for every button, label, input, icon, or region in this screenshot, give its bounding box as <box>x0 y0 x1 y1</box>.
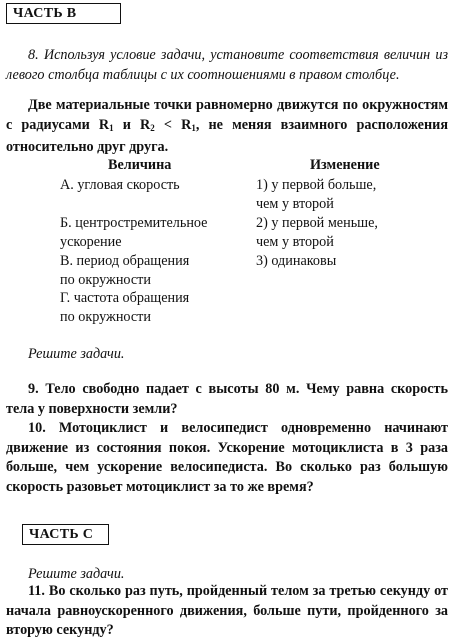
table-header-right: Изменение <box>310 157 380 173</box>
part-b-solve-label: Решите задачи. <box>28 346 125 362</box>
part-c-solve-label: Решите задачи. <box>28 566 125 582</box>
part-c-label: ЧАСТЬ С <box>22 524 109 545</box>
task-11: 11. Во сколько раз путь, пройденный телом за третью секунду от начала равноускоренного движения, больше пути, пройденного за вторую секунду? <box>6 583 448 638</box>
task-9: 9. Тело свободно падает с высоты 80 м. Чему равна скорость тела у поверхности земли? <box>6 381 448 417</box>
left-item-a: А. угловая скорость <box>60 177 180 193</box>
condition-sub-2: 2 <box>150 122 155 133</box>
task-8-condition <box>6 96 448 158</box>
left-item-b: Б. центростремительное <box>60 215 208 231</box>
condition-part-4: , не меняя взаимного расположения относительно друг друга. <box>6 116 448 155</box>
left-item-c: В. период обращения <box>60 253 190 269</box>
left-item-b-cont: ускорение <box>60 234 122 250</box>
condition-part-3: < R <box>154 116 192 133</box>
condition-part-1: Две материальные точки равномерно движутся по окружностям с радиусами R <box>6 97 448 133</box>
condition-part-2: и R <box>113 116 151 133</box>
condition-sub-1: 1 <box>109 122 114 133</box>
right-item-2: 2) у первой меньше, <box>256 215 378 231</box>
condition-sub-3: 1 <box>191 122 196 133</box>
left-item-d-cont: по окружности <box>60 309 151 325</box>
task-10: 10. Мотоциклист и велосипедист одновременно начинают движение из состояния покоя. Ускорение мотоциклиста в 3 раза больше, чем ускорение велосипедиста. Во сколько раз большую скорость разовьет мотоциклист за то же время? <box>6 420 448 495</box>
right-item-2-cont: чем у второй <box>256 234 334 250</box>
right-item-3: 3) одинаковы <box>256 253 337 269</box>
left-item-d: Г. частота обращения <box>60 290 190 306</box>
part-b-label: ЧАСТЬ В <box>6 3 121 24</box>
left-item-c-cont: по окружности <box>60 272 151 288</box>
table-header-left: Величина <box>108 157 172 173</box>
right-item-1-cont: чем у второй <box>256 196 334 212</box>
right-item-1: 1) у первой больше, <box>256 177 377 193</box>
task-8-instruction: 8. Используя условие задачи, установите соответствия величин из левого столбца таблицы с их соотношениями в правом столбце. <box>6 47 448 83</box>
